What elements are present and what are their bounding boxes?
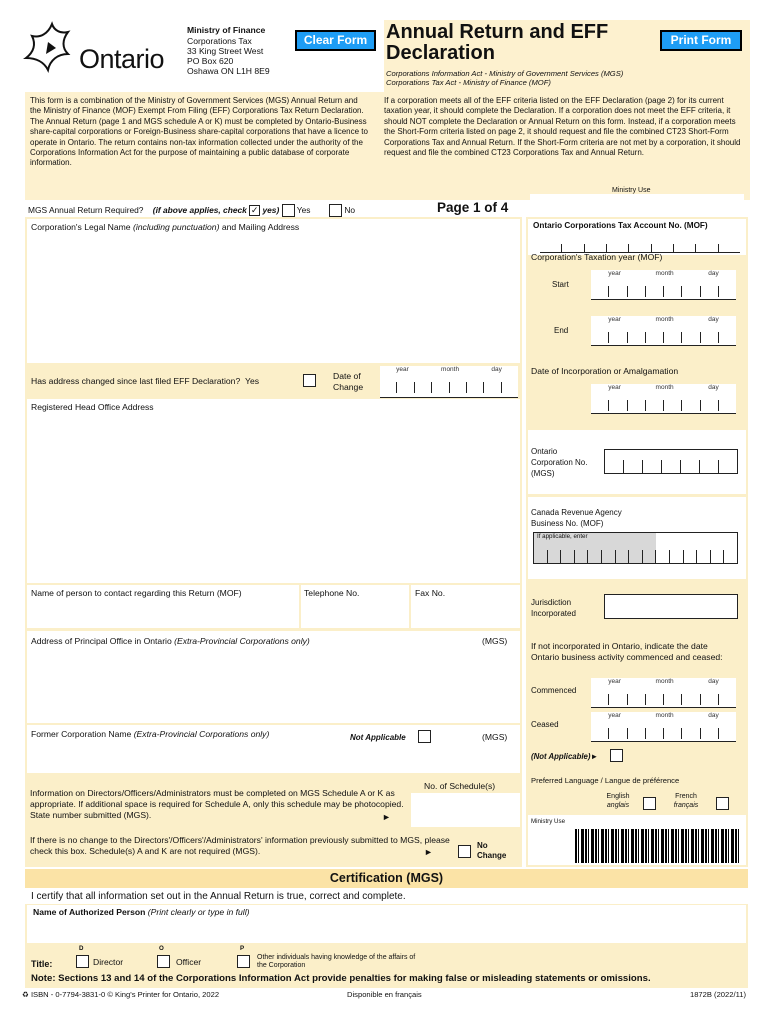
tax-account-label: Ontario Corporations Tax Account No. (MOF): [533, 221, 708, 230]
ceased-date-input[interactable]: year month day: [591, 712, 736, 742]
if-applicable-hint: If applicable, enter: [537, 533, 588, 540]
cra-bn-input[interactable]: [533, 532, 738, 564]
legal-name-field[interactable]: [27, 219, 520, 363]
mgs-required-row: MGS Annual Return Required? (if above applies, check ✓ yes) Yes No: [28, 205, 356, 216]
recycle-icon: ♻: [22, 990, 29, 999]
address-line: Corporations Tax: [187, 36, 252, 46]
intro-left-text: This form is a combination of the Ministry of Government Services (MGS) Annual Return and the Ministry of Finance (MOF) Exempt From Filing (EFF) Corporations Tax Return Declaration. The Annual Return (page 1 and MGS schedule A or K) must be completed by Ontario-Business share-capital corporations or Foreign-Business share-capital corporations that have a licence to operate in Ontario. The return contains non-tax information collected under the authority of the Corporations Information Act for the purpose of maintaining a public database of corporate information.: [30, 96, 368, 168]
jurisdiction-input[interactable]: [604, 594, 738, 619]
english-option: English anglais: [606, 793, 630, 809]
print-form-button[interactable]: Print Form: [660, 30, 742, 51]
officer-code: O: [159, 945, 164, 952]
contact-person-label: Name of person to contact regarding this Return (MOF): [31, 588, 242, 598]
isbn: ♻ ISBN - 0-7794-3831-0 © King's Printer for Ontario, 2022: [22, 990, 220, 999]
former-name-not-applicable: Not Applicable: [350, 733, 406, 742]
ceased-not-applicable-checkbox[interactable]: [610, 749, 623, 762]
legal-name-label: Corporation's Legal Name (including punctuation) and Mailing Address: [31, 222, 300, 232]
other-code: P: [240, 945, 245, 952]
directors-info-text: Information on Directors/Officers/Administrators must be completed on MGS Schedule A or K as appropriate. If additional space is required for Schedule A, only this schedule may be photocopied. State number submitted (MGS).: [30, 788, 404, 820]
ontario-corp-no-input[interactable]: [604, 449, 738, 474]
fax-label: Fax No.: [415, 588, 446, 598]
no-change-checkbox[interactable]: [458, 845, 471, 858]
certification-statement: I certify that all information set out in the Annual Return is true, correct and complete.: [31, 891, 406, 902]
tax-account-ticks: [540, 237, 740, 253]
telephone-label: Telephone No.: [304, 588, 360, 598]
ministry-name: Ministry of Finance: [187, 25, 266, 35]
preferred-language-label: Preferred Language / Langue de préférence: [531, 776, 680, 785]
address-changed-yes-checkbox[interactable]: [303, 374, 316, 387]
intro-right-text: If a corporation meets all of the EFF criteria listed on the EFF Declaration (page 2) for its current taxation year, it should complete the Declaration. If a corporation does not meet the EFF criteria, it should NOT complete the Declaration or Annual Return on this form. Instead, if a corporation meets the Short-Form criteria listed on page 2, it should request and file the combined CT23 Short-Form Corporations Tax and Annual Return. If the Short-Form criteria are not met by a corporation, it should request and file the combined CT23 Corporations Tax and Annual Return.: [384, 96, 741, 158]
mgs-required-label: MGS Annual Return Required?: [28, 205, 144, 215]
ministry-use-small-label: Ministry Use: [531, 818, 566, 825]
mgs-required-no-checkbox[interactable]: [329, 204, 342, 217]
director-label: Director: [93, 957, 124, 967]
former-name-label: Former Corporation Name (Extra-Provincial Corporations only): [31, 729, 270, 739]
ceased-label: Ceased: [531, 720, 559, 729]
jurisdiction-label: Jurisdiction Incorporated: [531, 598, 576, 618]
certification-header: [25, 869, 748, 888]
end-label: End: [554, 326, 569, 335]
schedules-label: No. of Schedule(s): [424, 781, 496, 791]
principal-office-label: Address of Principal Office in Ontario (Extra-Provincial Corporations only): [31, 636, 310, 646]
address-line: Oshawa ON L1H 8E9: [187, 66, 270, 76]
no-change-label: No Change: [477, 841, 507, 860]
ontario-corp-no-label: Ontario Corporation No. (MGS): [531, 447, 588, 478]
arrow-right-icon: ►: [590, 752, 599, 761]
other-individuals-label: Other individuals having knowledge of the affairs of the Corporation: [257, 954, 416, 969]
french-checkbox[interactable]: [716, 797, 729, 810]
form-code: 1872B (2022/11): [689, 990, 746, 999]
clear-form-button[interactable]: Clear Form: [295, 30, 376, 51]
ministry-use-box: [530, 194, 744, 214]
principal-office-mgs: (MGS): [482, 636, 508, 646]
incorporation-date-input[interactable]: year month day: [591, 384, 736, 414]
registered-office-label: Registered Head Office Address: [31, 402, 154, 412]
commenced-date-input[interactable]: year month day: [591, 678, 736, 708]
start-label: Start: [552, 280, 569, 289]
form-title: Annual Return and EFF Declaration: [386, 21, 609, 64]
date-of-change-label: Date of Change: [333, 371, 364, 392]
act-line: Corporations Information Act - Ministry of Government Services (MGS): [386, 69, 624, 78]
ministry-block: [187, 25, 270, 76]
english-checkbox[interactable]: [643, 797, 656, 810]
arrow-right-icon: ►: [424, 847, 433, 857]
trillium-icon: [22, 20, 82, 76]
director-checkbox[interactable]: [76, 955, 89, 968]
taxation-year-label: Corporation's Taxation year (MOF): [531, 252, 663, 262]
not-incorporated-text: If not incorporated in Ontario, indicate the date Ontario business activity commenced and ceased:: [531, 641, 723, 662]
check-mark-icon: ✓: [250, 205, 259, 216]
cra-bn-label: Canada Revenue Agency Business No. (MOF): [531, 508, 622, 528]
registered-office-field[interactable]: [27, 399, 520, 583]
incorporation-date-label: Date of Incorporation or Amalgamation: [531, 366, 679, 376]
ontario-logo: [22, 20, 177, 80]
arrow-right-icon: ►: [382, 812, 391, 822]
officer-checkbox[interactable]: [157, 955, 170, 968]
act-line: Corporations Tax Act - Ministry of Finance (MOF): [386, 77, 551, 87]
french-availability: Disponible en français: [347, 990, 422, 999]
authorized-person-label: Name of Authorized Person (Print clearly or type in full): [33, 907, 250, 917]
address-line: 33 King Street West: [187, 46, 264, 56]
page-number: Page 1 of 4: [437, 200, 509, 215]
address-changed-row: Has address changed since last filed EFF Declaration? Yes: [31, 376, 260, 386]
officer-label: Officer: [176, 957, 202, 967]
director-code: D: [79, 945, 84, 952]
commenced-label: Commenced: [531, 686, 577, 695]
no-change-text: If there is no change to the Directors'/Officers'/Administrators' information previously submitted to MGS, please check this box. Schedule(s) A and K are not required (MGS).: [30, 835, 450, 856]
title-label: Title:: [31, 959, 53, 969]
other-individuals-checkbox[interactable]: [237, 955, 250, 968]
former-name-mgs: (MGS): [482, 732, 508, 742]
former-name-not-applicable-checkbox[interactable]: [418, 730, 431, 743]
penalty-note: Note: Sections 13 and 14 of the Corporations Information Act provide penalties for making false or misleading statements or omissions.: [31, 973, 651, 984]
barcode: [575, 829, 740, 863]
ontario-wordmark: Ontario: [79, 44, 165, 74]
certification-heading: Certification (MGS): [329, 871, 444, 885]
start-date-input[interactable]: year month day: [591, 270, 736, 300]
ceased-not-applicable-label: (Not Applicable)►: [531, 752, 599, 761]
schedules-count-field[interactable]: [411, 793, 520, 827]
french-option: French français: [673, 793, 699, 809]
address-line: PO Box 620: [187, 56, 234, 66]
end-date-input[interactable]: year month day: [591, 316, 736, 346]
mgs-required-yes-checkbox[interactable]: [282, 204, 295, 217]
mgs-required-note: (if above applies, check: [152, 205, 247, 215]
ministry-use-label: Ministry Use: [612, 187, 651, 194]
date-of-change-input[interactable]: year month day: [380, 366, 518, 398]
